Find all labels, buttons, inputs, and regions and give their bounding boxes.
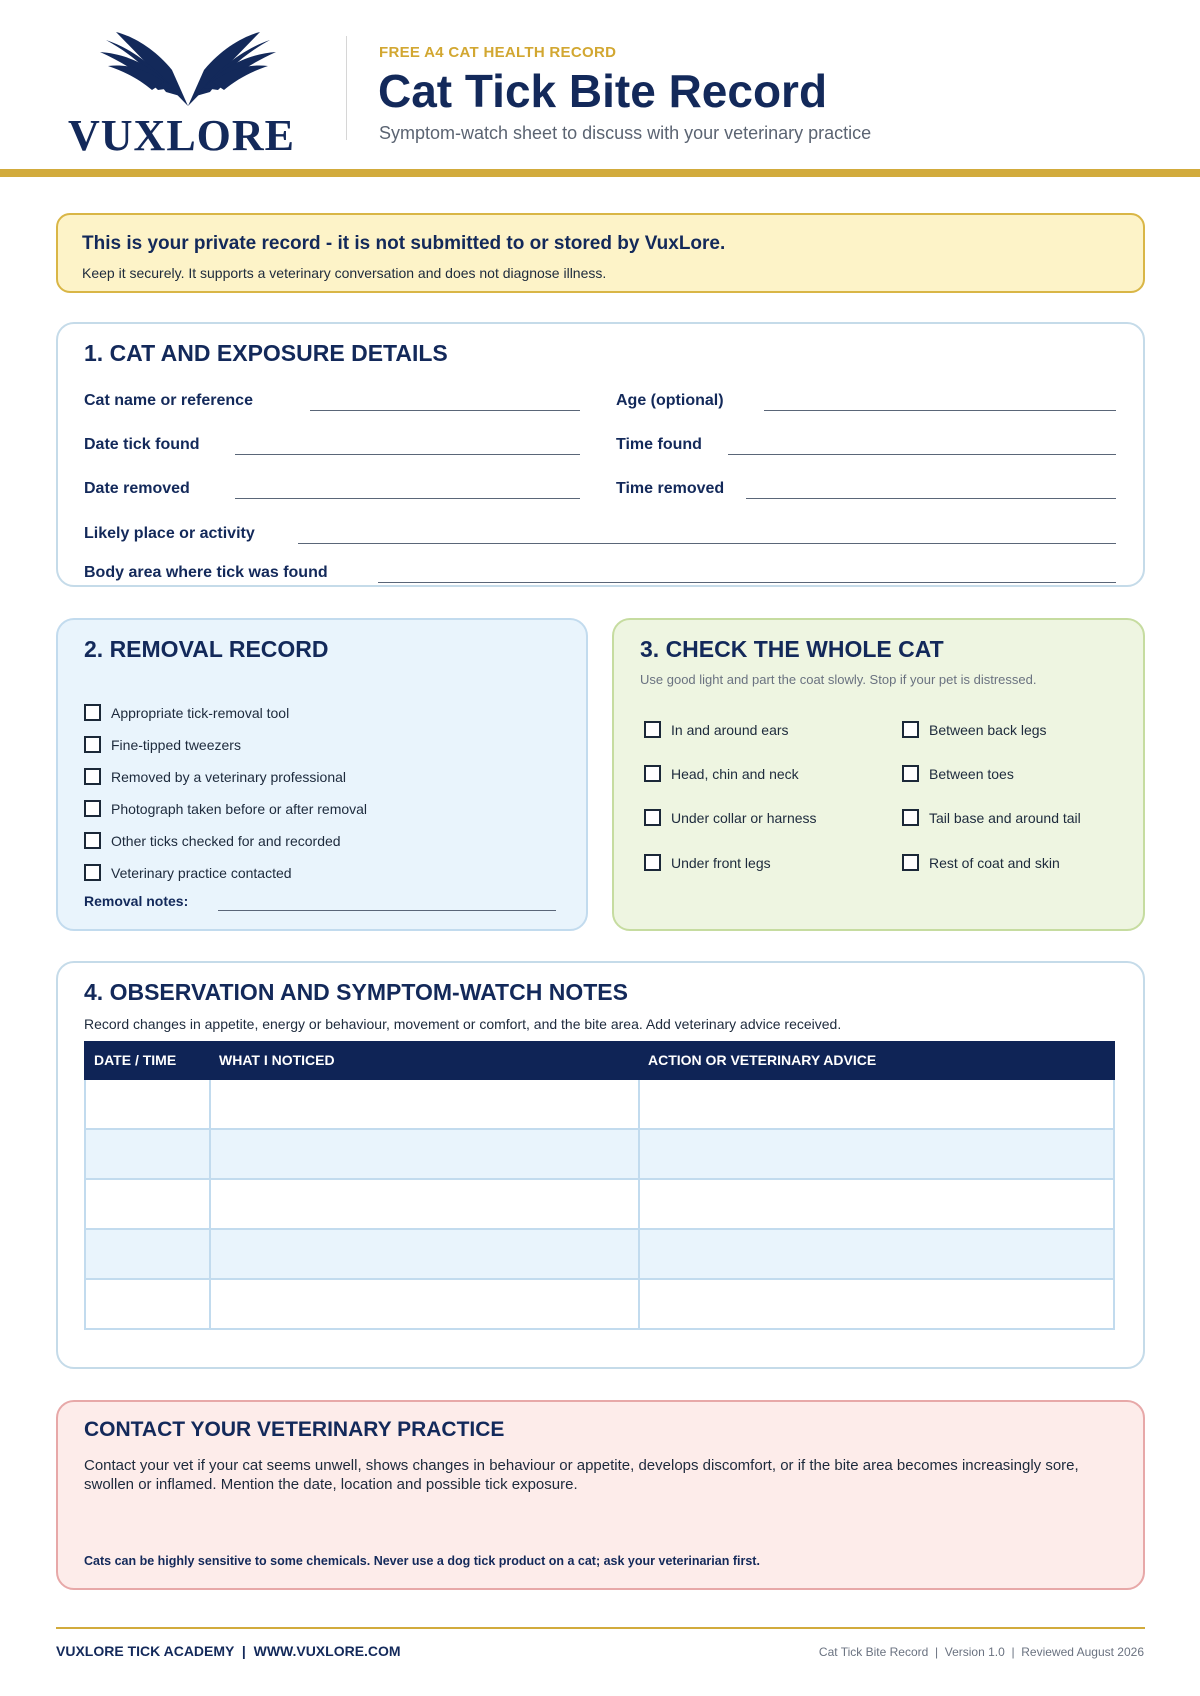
footer-brand: VUXLORE TICK ACADEMY | WWW.VUXLORE.COM <box>56 1643 401 1659</box>
time-removed-field[interactable] <box>746 498 1116 499</box>
section-title: 1. CAT AND EXPOSURE DETAILS <box>84 340 448 366</box>
notice-text: Keep it securely. It supports a veterinary conversation and does not diagnose illness. <box>82 265 607 281</box>
contact-text: Contact your vet if your cat seems unwell, shows changes in behaviour or appetite, develops discomfort, or if the bite area becomes increasingly sore, swollen or inflamed. Mention the date, location and possible tick exposure. <box>84 1457 1079 1493</box>
table-cell[interactable] <box>86 1230 211 1278</box>
checkbox-tweezers[interactable]: Fine-tipped tweezers <box>84 736 241 753</box>
checkbox-icon[interactable] <box>902 854 919 871</box>
checkbox-removal-tool[interactable]: Appropriate tick-removal tool <box>84 704 289 721</box>
body-area-field[interactable] <box>378 582 1116 583</box>
checkbox-icon[interactable] <box>644 809 661 826</box>
cat-name-label: Cat name or reference <box>84 392 253 409</box>
table-cell[interactable] <box>640 1080 1113 1128</box>
checkbox-collar[interactable]: Under collar or harness <box>644 809 817 826</box>
table-cell[interactable] <box>640 1130 1113 1178</box>
section-title: 4. OBSERVATION AND SYMPTOM-WATCH NOTES <box>84 979 628 1005</box>
date-removed-label: Date removed <box>84 480 190 497</box>
checkbox-other-ticks[interactable]: Other ticks checked for and recorded <box>84 832 341 849</box>
removal-notes-label: Removal notes: <box>84 893 189 909</box>
table-row <box>84 1230 1115 1280</box>
checkbox-icon[interactable] <box>84 704 101 721</box>
time-found-label: Time found <box>616 436 702 453</box>
checkbox-head-neck[interactable]: Head, chin and neck <box>644 765 799 782</box>
page-subtitle: Symptom-watch sheet to discuss with your veterinary practice <box>379 123 872 143</box>
col-date-time: DATE / TIME <box>94 1052 177 1068</box>
checkbox-icon[interactable] <box>902 765 919 782</box>
table-header <box>84 1041 1115 1080</box>
contact-title: CONTACT YOUR VETERINARY PRACTICE <box>84 1418 505 1441</box>
notice-title: This is your private record - it is not submitted to or stored by VuxLore. <box>82 233 726 254</box>
checkbox-icon[interactable] <box>644 765 661 782</box>
checkbox-front-legs[interactable]: Under front legs <box>644 854 771 871</box>
checkbox-photograph[interactable]: Photograph taken before or after removal <box>84 800 367 817</box>
table-cell[interactable] <box>86 1180 211 1228</box>
table-cell[interactable] <box>86 1280 211 1328</box>
table-row <box>84 1080 1115 1130</box>
table-row <box>84 1130 1115 1180</box>
checkbox-back-legs[interactable]: Between back legs <box>902 721 1047 738</box>
checkbox-icon[interactable] <box>84 864 101 881</box>
col-action-advice: ACTION OR VETERINARY ADVICE <box>648 1052 877 1068</box>
table-cell[interactable] <box>86 1130 211 1178</box>
contact-vet-panel <box>56 1400 1145 1590</box>
footer-version: Cat Tick Bite Record | Version 1.0 | Reviewed August 2026 <box>818 1645 1144 1659</box>
date-found-label: Date tick found <box>84 436 200 453</box>
table-cell[interactable] <box>640 1230 1113 1278</box>
checkbox-vet-contacted[interactable]: Veterinary practice contacted <box>84 864 292 881</box>
table-cell[interactable] <box>86 1080 211 1128</box>
section-check-whole-cat <box>612 618 1145 931</box>
time-found-field[interactable] <box>728 454 1116 455</box>
table-cell[interactable] <box>640 1280 1113 1328</box>
checkbox-toes[interactable]: Between toes <box>902 765 1014 782</box>
cat-name-field[interactable] <box>310 410 580 411</box>
date-found-field[interactable] <box>235 454 580 455</box>
checkbox-icon[interactable] <box>902 809 919 826</box>
checkbox-icon[interactable] <box>84 768 101 785</box>
section-removal-record <box>56 618 588 931</box>
checkbox-icon[interactable] <box>84 832 101 849</box>
table-cell[interactable] <box>211 1230 640 1278</box>
checkbox-ears[interactable]: In and around ears <box>644 721 789 738</box>
observation-table <box>84 1041 1115 1330</box>
col-what-noticed: WHAT I NOTICED <box>219 1052 335 1068</box>
checkbox-icon[interactable] <box>644 721 661 738</box>
wings-logo-icon <box>68 26 308 110</box>
table-cell[interactable] <box>211 1180 640 1228</box>
checkbox-icon[interactable] <box>902 721 919 738</box>
table-row <box>84 1180 1115 1230</box>
section-subtitle: Use good light and part the coat slowly. Stop if your pet is distressed. <box>640 672 1037 687</box>
header-kicker: FREE A4 CAT HEALTH RECORD <box>379 44 617 61</box>
date-removed-field[interactable] <box>235 498 580 499</box>
logo-wordmark: VUXLORE <box>68 111 296 160</box>
checkbox-icon[interactable] <box>644 854 661 871</box>
section-title: 2. REMOVAL RECORD <box>84 636 329 662</box>
checkbox-icon[interactable] <box>84 736 101 753</box>
time-removed-label: Time removed <box>616 480 725 497</box>
section-cat-exposure-details <box>56 322 1145 587</box>
table-cell[interactable] <box>211 1280 640 1328</box>
removal-notes-field[interactable] <box>218 910 556 911</box>
checkbox-tail[interactable]: Tail base and around tail <box>902 809 1081 826</box>
age-field[interactable] <box>764 410 1116 411</box>
table-row <box>84 1280 1115 1330</box>
privacy-notice <box>56 213 1145 293</box>
header-divider <box>346 36 347 140</box>
place-field[interactable] <box>298 543 1116 544</box>
table-cell[interactable] <box>640 1180 1113 1228</box>
checkbox-coat-skin[interactable]: Rest of coat and skin <box>902 854 1060 871</box>
checkbox-icon[interactable] <box>84 800 101 817</box>
checkbox-vet-removed[interactable]: Removed by a veterinary professional <box>84 768 346 785</box>
table-cell[interactable] <box>211 1130 640 1178</box>
vuxlore-logo <box>68 26 308 160</box>
age-label: Age (optional) <box>616 392 724 409</box>
section-subtitle: Record changes in appetite, energy or behaviour, movement or comfort, and the bite area. Add veterinary advice received. <box>84 1016 842 1032</box>
section-title: 3. CHECK THE WHOLE CAT <box>640 636 944 662</box>
footer-rule <box>56 1627 1145 1629</box>
body-area-label: Body area where tick was found <box>84 564 328 581</box>
place-label: Likely place or activity <box>84 525 255 542</box>
section-observation-notes <box>56 961 1145 1369</box>
page-title: Cat Tick Bite Record <box>378 65 828 117</box>
chemical-warning: Cats can be highly sensitive to some chemicals. Never use a dog tick product on a cat; ask your veterinarian first. <box>84 1554 760 1568</box>
header-rule <box>0 169 1200 177</box>
table-cell[interactable] <box>211 1080 640 1128</box>
